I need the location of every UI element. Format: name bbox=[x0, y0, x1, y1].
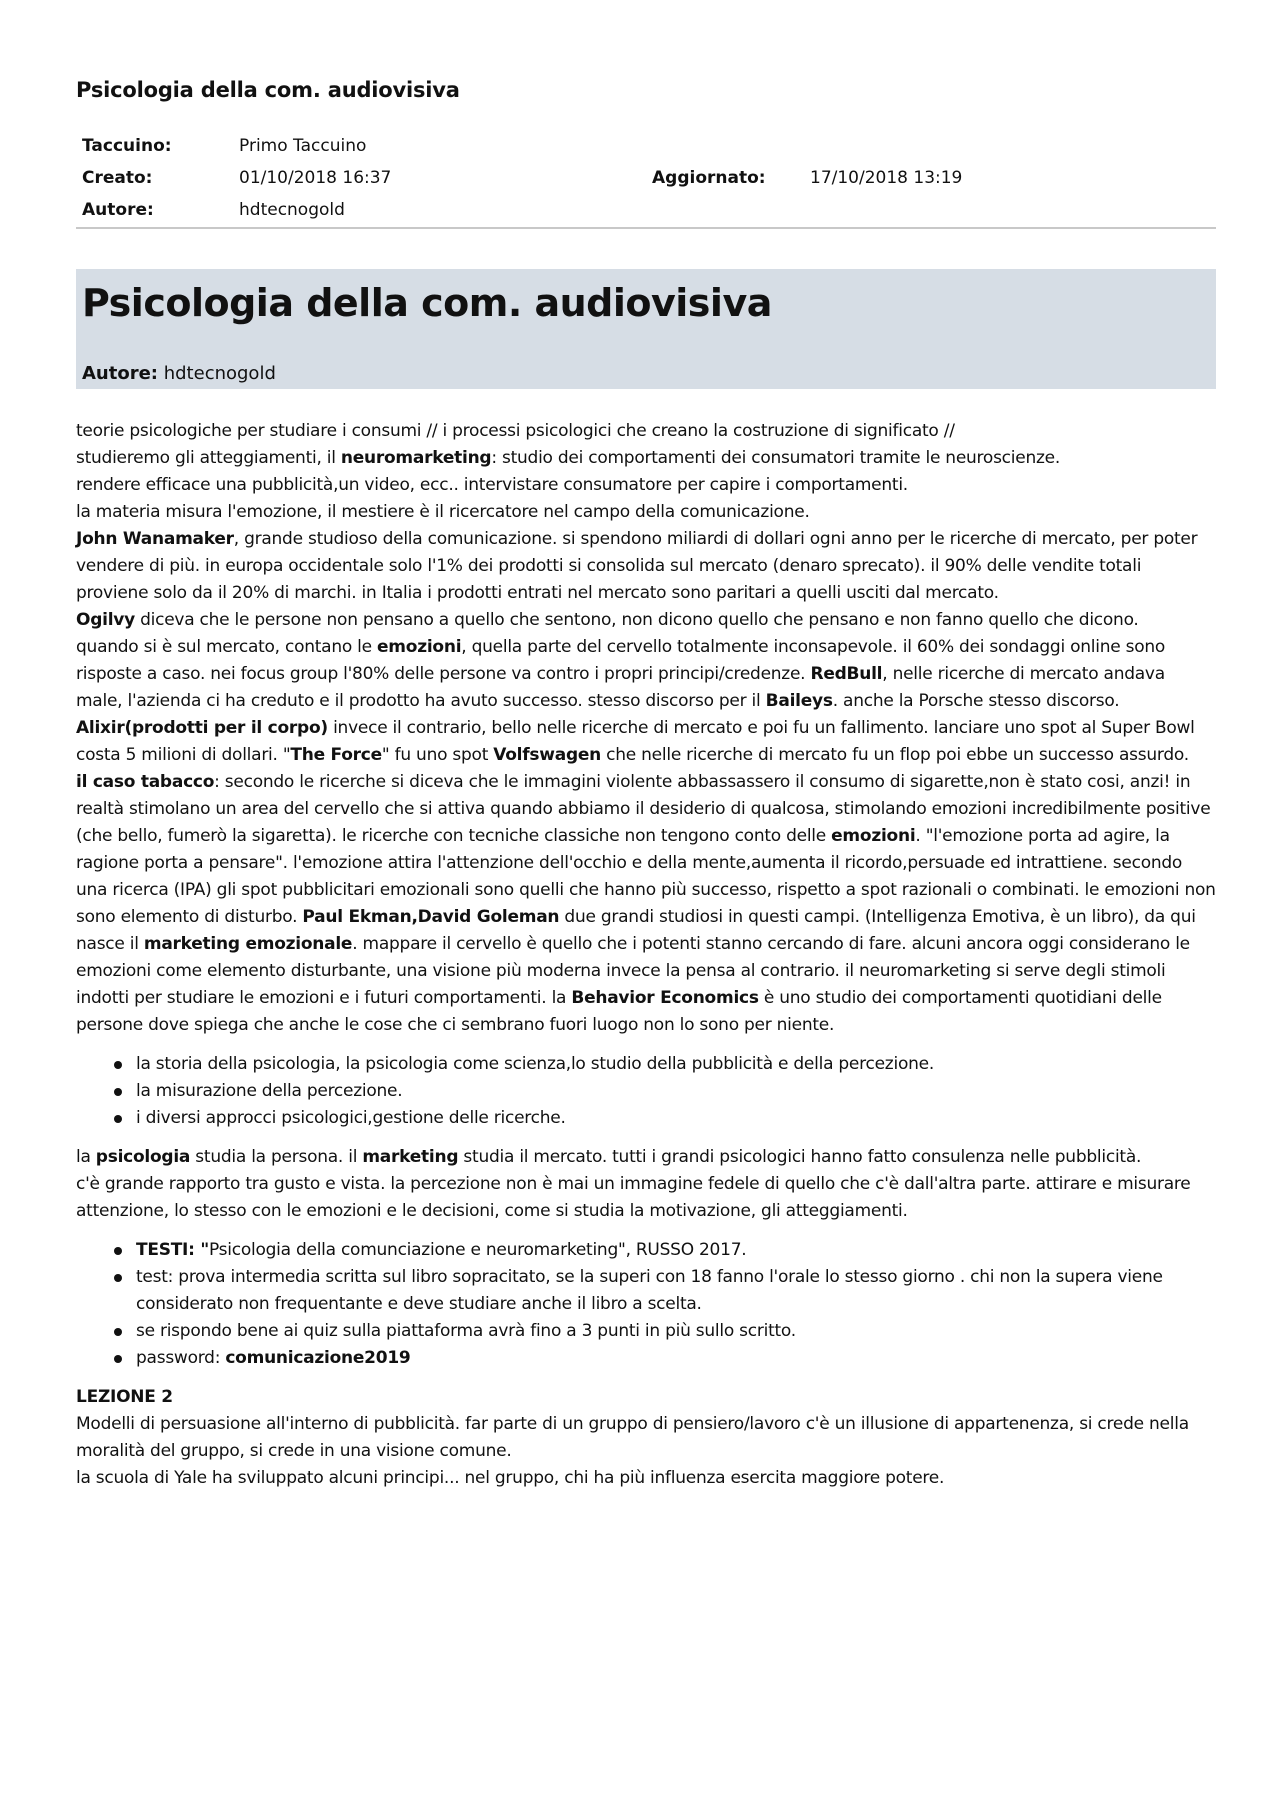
list-item bbox=[76, 1318, 1216, 1345]
notebook-label: Taccuino: bbox=[82, 136, 172, 156]
text-run: che nelle ricerche di mercato fu un flop poi ebbe un successo assurdo. bbox=[601, 745, 1189, 765]
banner-author-label: Autore: bbox=[82, 363, 158, 384]
bold-text: Ogilvy bbox=[76, 610, 135, 630]
text-run: la misurazione della percezione. bbox=[136, 1081, 403, 1101]
text-run: la materia misura l'emozione, il mestiere è il ricercatore nel campo della comunicazione. bbox=[76, 502, 810, 522]
text-run: se rispondo bene ai quiz sulla piattaforma avrà fino a 3 punti in più sullo scritto. bbox=[136, 1321, 796, 1341]
list-item bbox=[76, 1105, 1216, 1132]
bold-text: psicologia bbox=[95, 1147, 191, 1167]
bold-text: TESTI: " bbox=[136, 1240, 209, 1260]
bold-text: comunicazione2019 bbox=[225, 1348, 411, 1368]
paragraph bbox=[76, 634, 1216, 769]
note-body bbox=[76, 418, 1216, 1492]
text-run: i diversi approcci psicologici,gestione delle ricerche. bbox=[136, 1108, 566, 1128]
text-run: , quella parte del cervello totalmente inconsapevole. il 60% dei sondaggi online sono risposte a caso. nei focus group l'80% delle persone va contro i propri principi/credenze. bbox=[76, 637, 1166, 684]
author-label: Autore: bbox=[82, 200, 154, 220]
author-value: hdtecnogold bbox=[239, 200, 345, 220]
bold-text: Baileys bbox=[765, 691, 833, 711]
bold-text: RedBull bbox=[810, 664, 883, 684]
bold-text: John Wanamaker bbox=[76, 529, 234, 549]
paragraph bbox=[76, 1411, 1216, 1465]
list-item bbox=[76, 1264, 1216, 1318]
text-run: studia il mercato. tutti i grandi psicologici hanno fatto consulenza nelle pubblicità. bbox=[458, 1147, 1142, 1167]
paragraph bbox=[76, 472, 1216, 499]
bold-text: emozioni bbox=[377, 637, 462, 657]
text-run: . anche la Porsche stesso discorso. bbox=[832, 691, 1120, 711]
list-item bbox=[76, 1345, 1216, 1372]
paragraph bbox=[76, 1465, 1216, 1492]
bullet-icon bbox=[114, 1247, 122, 1255]
created-value: 01/10/2018 16:37 bbox=[239, 168, 392, 188]
paragraph bbox=[76, 499, 1216, 526]
text-run: la storia della psicologia, la psicologia come scienza,lo studio della pubblicità e della percezione. bbox=[136, 1054, 934, 1074]
paragraph bbox=[76, 607, 1216, 634]
bold-text: The Force bbox=[290, 745, 382, 765]
section-heading bbox=[76, 1384, 1216, 1411]
header-divider bbox=[76, 227, 1216, 229]
bullet-icon bbox=[114, 1061, 122, 1069]
bold-text: neuromarketing bbox=[340, 448, 492, 468]
updated-label: Aggiornato: bbox=[652, 168, 766, 188]
bold-text: emozioni bbox=[831, 826, 916, 846]
text-run: Modelli di persuasione all'interno di pubblicità. far parte di un gruppo di pensiero/lavoro c'è un illusione di appartenenza, si crede nella moralità del gruppo, si crede in una visione comune. bbox=[76, 1414, 1189, 1461]
note-header-title: Psicologia della com. audiovisiva bbox=[76, 78, 460, 102]
paragraph bbox=[76, 1171, 1216, 1225]
paragraph bbox=[76, 526, 1216, 607]
paragraph bbox=[76, 418, 1216, 445]
text-run: , nelle ricerche di mercato andava male, l'azienda ci ha creduto e il prodotto ha avuto successo. stesso discorso per il bbox=[76, 664, 1165, 711]
bullet-icon bbox=[114, 1088, 122, 1096]
text-run: : secondo le ricerche si diceva che le immagini violente abbassassero il consumo di sigarette,non è stato cosi, anzi! in realtà stimolano un area del cervello che si attiva quando abbiamo il desiderio di qualcosa, stimolando emozioni incredibilmente positive (che bello, fumerò la sigaretta). le ricerche con tecniche classiche non tengono conto delle bbox=[76, 772, 1211, 846]
paragraph bbox=[76, 769, 1216, 1039]
text-run: . "l'emozione porta ad agire, la ragione porta a pensare". l'emozione attira l'attenzione dell'occhio e della mente,aumenta il ricordo,persuade ed intrattiene. secondo una ricerca (IPA) gli spot pubblicitari emozionali sono quelli che hanno più successo, rispetto a spot razionali o combinati. le emozioni non sono elemento di disturbo. bbox=[76, 826, 1216, 927]
text-run: : studio dei comportamenti dei consumatori tramite le neuroscienze. bbox=[491, 448, 1061, 468]
meta-row-notebook bbox=[82, 136, 1212, 168]
bold-text: Alixir(prodotti per il corpo) bbox=[76, 718, 328, 738]
bold-text: Behavior Economics bbox=[571, 988, 759, 1008]
bold-text: marketing emozionale bbox=[143, 934, 353, 954]
meta-row-dates bbox=[82, 168, 1212, 200]
text-run: diceva che le persone non pensano a quello che sentono, non dicono quello che pensano e non fanno quello che dicono. bbox=[134, 610, 1139, 630]
text-run: password: bbox=[136, 1348, 226, 1368]
bold-text: LEZIONE 2 bbox=[76, 1387, 173, 1407]
notebook-value: Primo Taccuino bbox=[239, 136, 367, 156]
banner-author-value: hdtecnogold bbox=[158, 363, 276, 384]
text-run: quando si è sul mercato, contano le bbox=[76, 637, 378, 657]
paragraph bbox=[76, 445, 1216, 472]
created-label: Creato: bbox=[82, 168, 153, 188]
title-banner bbox=[76, 269, 1216, 389]
updated-value: 17/10/2018 13:19 bbox=[810, 168, 963, 188]
topics-list bbox=[76, 1051, 1216, 1132]
bullet-icon bbox=[114, 1115, 122, 1123]
banner-author bbox=[82, 363, 276, 384]
text-run: la bbox=[76, 1147, 96, 1167]
text-run: rendere efficace una pubblicità,un video, ecc.. intervistare consumatore per capire i comportamenti. bbox=[76, 475, 908, 495]
paragraph bbox=[76, 1144, 1216, 1171]
bold-text: Paul Ekman,David Goleman bbox=[302, 907, 560, 927]
bold-text: marketing bbox=[362, 1147, 459, 1167]
text-run: Psicologia della comunciazione e neuromarketing", RUSSO 2017. bbox=[208, 1240, 747, 1260]
bullet-icon bbox=[114, 1355, 122, 1363]
text-run: la scuola di Yale ha sviluppato alcuni principi... nel gruppo, chi ha più influenza esercita maggiore potere. bbox=[76, 1468, 945, 1488]
note-metadata bbox=[82, 136, 1212, 232]
text-run: , grande studioso della comunicazione. si spendono miliardi di dollari ogni anno per le ricerche di mercato, per poter vendere di più. in europa occidentale solo l'1% dei prodotti si consolida sul mercato (denaro sprecato). il 90% delle vendite totali proviene solo da il 20% di marchi. in Italia i prodotti entrati nel mercato sono paritari a quelli usciti dal mercato. bbox=[76, 529, 1198, 603]
text-run: studia la persona. il bbox=[190, 1147, 363, 1167]
list-item bbox=[76, 1051, 1216, 1078]
text-run: è uno studio dei comportamenti quotidiani delle persone dove spiega che anche le cose che ci sembrano fuori luogo non lo sono per niente. bbox=[76, 988, 1162, 1035]
text-run: test: prova intermedia scritta sul libro sopracitato, se la superi con 18 fanno l'orale lo stesso giorno . chi non la supera viene considerato non frequentante e deve studiare anche il libro a scelta. bbox=[136, 1267, 1163, 1314]
text-run: teorie psicologiche per studiare i consumi // i processi psicologici che creano la costruzione di significato // bbox=[76, 421, 955, 441]
bullet-icon bbox=[114, 1328, 122, 1336]
bold-text: Volfswagen bbox=[493, 745, 601, 765]
text-run: " fu uno spot bbox=[381, 745, 494, 765]
text-run: invece il contrario, bello nelle ricerche di mercato e poi fu un fallimento. lanciare uno spot al Super Bowl costa 5 milioni di dollari. " bbox=[76, 718, 1195, 765]
text-run: c'è grande rapporto tra gusto e vista. la percezione non è mai un immagine fedele di quello che c'è dall'altra parte. attirare e misurare attenzione, lo stesso con le emozioni e le decisioni, come si studia la motivazione, gli atteggiamenti. bbox=[76, 1174, 1191, 1221]
text-run: studieremo gli atteggiamenti, il bbox=[76, 448, 341, 468]
bold-text: il caso tabacco bbox=[76, 772, 215, 792]
bullet-icon bbox=[114, 1274, 122, 1282]
text-run: . mappare il cervello è quello che i potenti stanno cercando di fare. alcuni ancora oggi considerano le emozioni come elemento disturbante, una visione più moderna invece la pensa al contrario. il neuromarketing si serve degli stimoli indotti per studiare le emozioni e i futuri comportamenti. la bbox=[76, 934, 1190, 1008]
course-info-list bbox=[76, 1237, 1216, 1372]
list-item bbox=[76, 1078, 1216, 1105]
text-run: due grandi studiosi in questi campi. (Intelligenza Emotiva, è un libro), da qui nasce il bbox=[76, 907, 1196, 954]
list-item bbox=[76, 1237, 1216, 1264]
page-title: Psicologia della com. audiovisiva bbox=[82, 281, 772, 325]
